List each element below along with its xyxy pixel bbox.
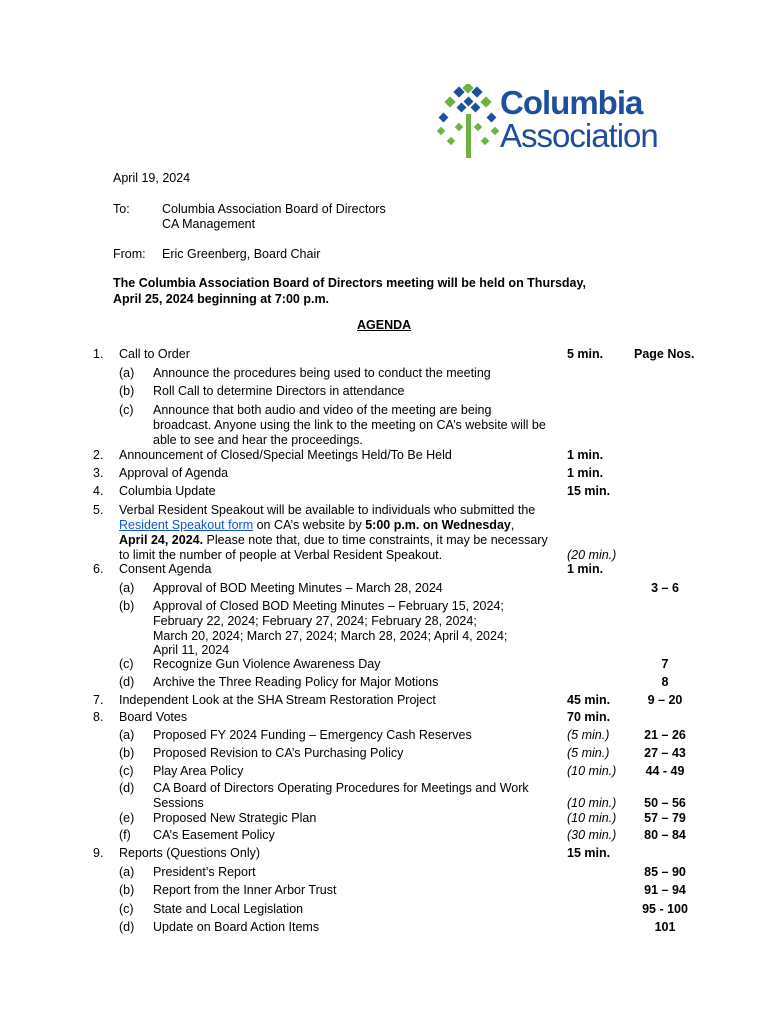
item-4-number: 4. [93,484,104,498]
item-1b-letter: (b) [119,384,135,398]
item-8a-letter: (a) [119,728,135,742]
item-8c-text: Play Area Policy [153,764,244,778]
item-9d-pages: 101 [654,920,676,934]
item-9c-letter: (c) [119,902,134,916]
item-1-time: 5 min. [567,347,604,361]
item-8-text: Board Votes [119,710,188,724]
item-9c-text: State and Local Legislation [153,902,304,916]
item-8e-letter: (e) [119,811,135,825]
item-9b-pages: 91 – 94 [644,883,686,897]
from-value: Eric Greenberg, Board Chair [162,247,321,261]
item-2-text: Announcement of Closed/Special Meetings Held/To Be Held [119,448,452,462]
item-6a-pages: 3 – 6 [651,581,679,595]
item-5-line3-rest: Please note that, due to time constraints, it may be necessary [203,533,548,547]
item-8d-letter: (d) [119,781,135,795]
item-9b-text: Report from the Inner Arbor Trust [153,883,337,897]
logo-text-columbia: Columbia [500,84,643,121]
item-6b-line1: Approval of Closed BOD Meeting Minutes – February 15, 2024; [153,599,504,613]
item-6-number: 6. [93,562,104,576]
item-9-time: 15 min. [567,846,611,860]
item-5-deadline: 5:00 p.m. on Wednesday [365,518,511,532]
item-6b-letter: (b) [119,599,135,613]
item-8d-pages: 50 – 56 [644,796,686,810]
item-8b-letter: (b) [119,746,135,760]
page-nos-header: Page Nos. [634,347,695,361]
item-8e-time: (10 min.) [567,811,617,825]
logo-text-association: Association [500,117,658,154]
item-9a-letter: (a) [119,865,135,879]
item-5-line3 [119,533,548,547]
meeting-notice-line2: April 25, 2024 beginning at 7:00 p.m. [113,292,330,306]
item-3-number: 3. [93,466,104,480]
item-5-line2-mid: on CA’s website by [253,518,366,532]
item-8f-text: CA’s Easement Policy [153,828,275,842]
item-9-text: Reports (Questions Only) [119,846,261,860]
to-label: To: [113,202,130,216]
item-8b-pages: 27 – 43 [644,746,686,760]
item-8a-pages: 21 – 26 [644,728,686,742]
item-8f-letter: (f) [119,828,131,842]
item-4-text: Columbia Update [119,484,216,498]
item-8f-pages: 80 – 84 [644,828,686,842]
memo-date: April 19, 2024 [113,171,191,185]
item-8c-letter: (c) [119,764,134,778]
item-7-pages: 9 – 20 [647,693,683,707]
item-9b-letter: (b) [119,883,135,897]
item-1c-line3: able to see and hear the proceedings. [153,433,363,447]
item-8b-time: (5 min.) [567,746,610,760]
meeting-notice-line1: The Columbia Association Board of Directors meeting will be held on Thursday, [113,276,586,290]
item-6d-letter: (d) [119,675,135,689]
item-7-number: 7. [93,693,104,707]
item-5-number: 5. [93,503,104,517]
item-8c-pages: 44 - 49 [645,764,685,778]
item-8b-text: Proposed Revision to CA’s Purchasing Policy [153,746,404,760]
item-1-number: 1. [93,347,104,361]
item-6b-line2: February 22, 2024; February 27, 2024; February 28, 2024; [153,614,477,628]
item-6a-text: Approval of BOD Meeting Minutes – March 28, 2024 [153,581,443,595]
item-5-line1: Verbal Resident Speakout will be available to individuals who submitted the [119,503,536,517]
item-1c-line1: Announce that both audio and video of the meeting are being [153,403,492,417]
item-1c-letter: (c) [119,403,134,417]
item-8a-time: (5 min.) [567,728,610,742]
agenda-title: AGENDA [357,318,412,332]
item-5-time: (20 min.) [567,548,617,562]
item-2-time: 1 min. [567,448,604,462]
item-1c-line2: broadcast. Anyone using the link to the meeting on CA’s website will be [153,418,546,432]
item-6-time: 1 min. [567,562,604,576]
item-5-line4: to limit the number of people at Verbal Resident Speakout. [119,548,443,562]
tree-icon [436,84,500,160]
item-9d-text: Update on Board Action Items [153,920,320,934]
item-7-text: Independent Look at the SHA Stream Restoration Project [119,693,436,707]
to-recipient-2: CA Management [162,217,256,231]
item-6b-line4: April 11, 2024 [153,643,230,657]
item-8e-text: Proposed New Strategic Plan [153,811,317,825]
item-9a-pages: 85 – 90 [644,865,686,879]
item-5-deadline-date: April 24, 2024. [119,533,204,547]
from-label: From: [113,247,146,261]
item-8a-text: Proposed FY 2024 Funding – Emergency Cash Reserves [153,728,472,742]
item-5-comma: , [510,518,515,532]
item-8d-line1: CA Board of Directors Operating Procedures for Meetings and Work [153,781,529,795]
item-8f-time: (30 min.) [567,828,617,842]
item-7-time: 45 min. [567,693,611,707]
item-9-number: 9. [93,846,104,860]
item-6d-pages: 8 [661,675,669,689]
item-6b-line3: March 20, 2024; March 27, 2024; March 28, 2024; April 4, 2024; [153,629,508,643]
item-9a-text: President’s Report [153,865,256,879]
item-9d-letter: (d) [119,920,135,934]
item-1a-text: Announce the procedures being used to conduct the meeting [153,366,491,380]
item-8-number: 8. [93,710,104,724]
to-recipient-1: Columbia Association Board of Directors [162,202,386,216]
item-6c-text: Recognize Gun Violence Awareness Day [153,657,381,671]
item-6c-pages: 7 [661,657,669,671]
item-1b-text: Roll Call to determine Directors in attendance [153,384,405,398]
item-8e-pages: 57 – 79 [644,811,686,825]
item-6-text: Consent Agenda [119,562,212,576]
item-8c-time: (10 min.) [567,764,617,778]
item-4-time: 15 min. [567,484,611,498]
item-9c-pages: 95 - 100 [642,902,688,916]
item-8d-line2: Sessions [153,796,204,810]
item-1-text: Call to Order [119,347,190,361]
item-6d-text: Archive the Three Reading Policy for Major Motions [153,675,439,689]
item-6c-letter: (c) [119,657,134,671]
item-6a-letter: (a) [119,581,135,595]
item-3-time: 1 min. [567,466,604,480]
columbia-association-logo [436,84,662,160]
item-8d-time: (10 min.) [567,796,617,810]
item-3-text: Approval of Agenda [119,466,229,480]
item-2-number: 2. [93,448,104,462]
item-5-line2 [119,518,514,532]
item-1a-letter: (a) [119,366,135,380]
resident-speakout-form-link[interactable]: Resident Speakout form [119,518,254,532]
item-8-time: 70 min. [567,710,611,724]
